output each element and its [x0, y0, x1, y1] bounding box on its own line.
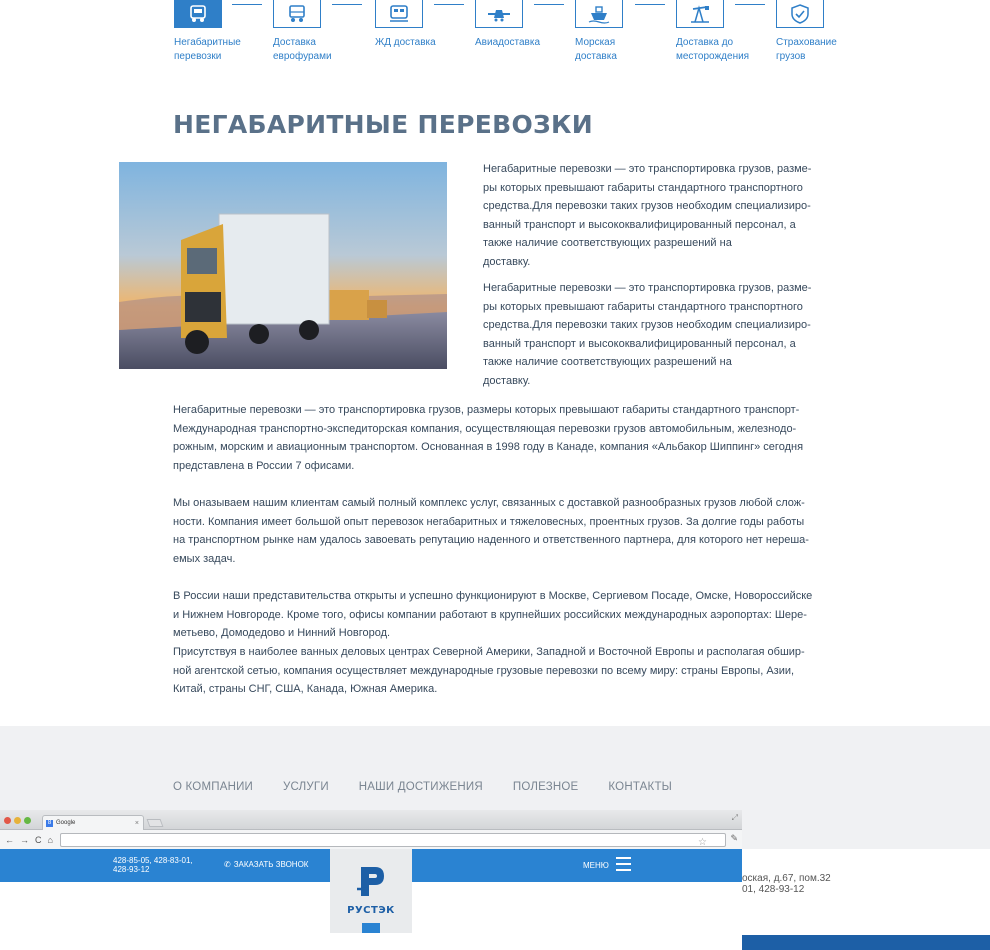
browser-toolbar — [0, 830, 742, 850]
body-paragraph: Присутствуя в наиболее ванных деловых центрах Северной Америки, Западной и Восточной Европы и располагая обшир- ной агентской сетью, компания осуществляет международные грузовые перевозки по всему миру: страны Европы, Азии, Китай, страны СНГ, США, Канада, Южная Америка. — [173, 646, 805, 696]
home-icon[interactable]: ⌂ — [47, 834, 53, 845]
connector — [534, 4, 564, 5]
menu-label[interactable]: МЕНЮ — [583, 861, 609, 870]
maximize-dot-icon[interactable] — [24, 817, 31, 824]
intro-paragraph: Негабаритные перевозки — это транспортировка грузов, разме- ры которых превышают габариты стандартного транспортного средства.Для перевозки таких грузов необходим специализиро- ванный транспорт и высококвалифицированный персонал, а также наличие соответствующих разрешений на доставку. — [483, 163, 812, 268]
services-nav — [172, 0, 852, 70]
service-oilfield[interactable] — [676, 0, 766, 64]
body-paragraph: В России наши представительства открыты и успешно функционируют в Москве, Сергиевом Посаде, Омске, Новороссийске и Нижнем Новгороде. Кроме того, офисы компании работают в крупнейших российских международных аэропортах: Шере- метьево, Домодедово и Нинний Новгород. — [173, 590, 813, 640]
footer-link-contacts[interactable]: КОНТАКТЫ — [608, 781, 673, 793]
site-logo[interactable] — [330, 849, 412, 933]
fullscreen-icon[interactable]: ⤢ — [731, 813, 738, 822]
new-tab-button[interactable] — [147, 819, 164, 827]
service-insurance[interactable] — [776, 0, 866, 64]
hamburger-menu-icon[interactable] — [616, 857, 631, 872]
ship-icon — [575, 0, 623, 28]
minimize-dot-icon[interactable] — [14, 817, 21, 824]
plane-icon — [475, 0, 523, 28]
back-icon[interactable]: ← — [5, 834, 14, 845]
browser-titlebar — [0, 810, 742, 830]
reload-icon[interactable]: C — [35, 834, 42, 845]
service-label: ЖД доставка — [375, 37, 436, 48]
close-dot-icon[interactable] — [4, 817, 11, 824]
service-rail[interactable] — [375, 0, 465, 50]
footer-link-services[interactable]: УСЛУГИ — [283, 781, 329, 793]
logo-mark-icon — [357, 863, 387, 899]
address-bar[interactable] — [60, 833, 726, 847]
footer-bottom-bar — [742, 935, 990, 950]
header-phones: 428-85-05, 428-83-01, 428-93-12 — [113, 856, 193, 874]
intro-paragraph: Негабаритные перевозки — это транспортировка грузов, разме- ры которых превышают габариты стандартного транспортного средства.Для перевозки таких грузов необходим специализиро- ванный транспорт и высококвалифицированный персонал, а также наличие соответствующих разрешений на доставку. — [483, 282, 812, 387]
bookmark-star-icon[interactable]: ☆ — [698, 837, 707, 848]
connector — [434, 4, 464, 5]
logo-accent — [362, 923, 380, 933]
footer-link-achievements[interactable]: НАШИ ДОСТИЖЕНИЯ — [358, 781, 483, 793]
service-label: Доставка до месторождения — [676, 37, 750, 62]
phone-icon: ✆ — [224, 860, 231, 869]
service-air[interactable] — [475, 0, 565, 50]
footer-address: оская, д.67, пом.32 01, 428-93-12 — [742, 873, 831, 895]
shield-check-icon — [776, 0, 824, 28]
train-icon — [375, 0, 423, 28]
connector — [735, 4, 765, 5]
connector — [232, 4, 262, 5]
body-paragraph: Мы оназываем нашим клиентам самый полный комплекс услуг, связанных с доставкой разнообразных грузов любой слож- ности. Компания имеет большой опыт перевозок негабаритных и тяжеловесных, проентных грузов. За долгие годы работы на транспортном рынке нам удалось завоевать репутацию наденного и ответственного партнера, для которого нет нереша- емых задач. — [173, 497, 809, 565]
callback-button[interactable] — [224, 860, 308, 869]
footer-link-useful[interactable]: ПОЛЕЗНОЕ — [512, 781, 579, 793]
settings-wrench-icon[interactable]: ✎ — [730, 833, 738, 843]
footer-link-about[interactable]: О КОМПАНИИ — [173, 781, 254, 793]
browser-tab[interactable] — [42, 815, 144, 830]
connector — [635, 4, 665, 5]
oversize-truck-icon — [174, 0, 222, 28]
connector — [332, 4, 362, 5]
service-label: Негабаритные перевозки — [174, 37, 241, 62]
service-sea[interactable] — [575, 0, 665, 64]
page-title: НЕГАБАРИТНЫЕ ПЕРЕВОЗКИ — [173, 110, 594, 139]
forward-icon[interactable]: → — [20, 834, 29, 845]
service-label: Страхование грузов — [776, 37, 837, 62]
service-eurotruck[interactable] — [273, 0, 363, 64]
service-label: Доставка еврофурами — [273, 37, 332, 62]
service-oversize[interactable] — [174, 0, 264, 64]
service-label: Морская доставка — [575, 37, 617, 62]
tab-label: Google — [56, 820, 76, 826]
eurotruck-icon — [273, 0, 321, 28]
google-favicon-icon: 8 — [47, 819, 52, 826]
oil-pump-icon — [676, 0, 724, 28]
tab-close-icon[interactable]: × — [134, 819, 139, 827]
logo-text: РУСТЭК — [347, 905, 395, 916]
callback-label: ЗАКАЗАТЬ ЗВОНОК — [233, 860, 309, 869]
body-paragraph: Негабаритные перевозки — это транспортировка грузов, размеры которых превышают габариты стандартного транспорт- Международная транспортно-экспедиторская компания, осуществляющая перевозки грузов автомобильным, железнодо- рожным, морским и авиационным транспортом. Основанная в 1998 году в Канаде, компания «Альбакор Шиппинг» сегодня представлена в России 7 офисами. — [173, 404, 804, 472]
truck-photo — [119, 162, 447, 369]
service-label: Авиадоставка — [475, 37, 541, 48]
footer-nav — [173, 781, 672, 793]
